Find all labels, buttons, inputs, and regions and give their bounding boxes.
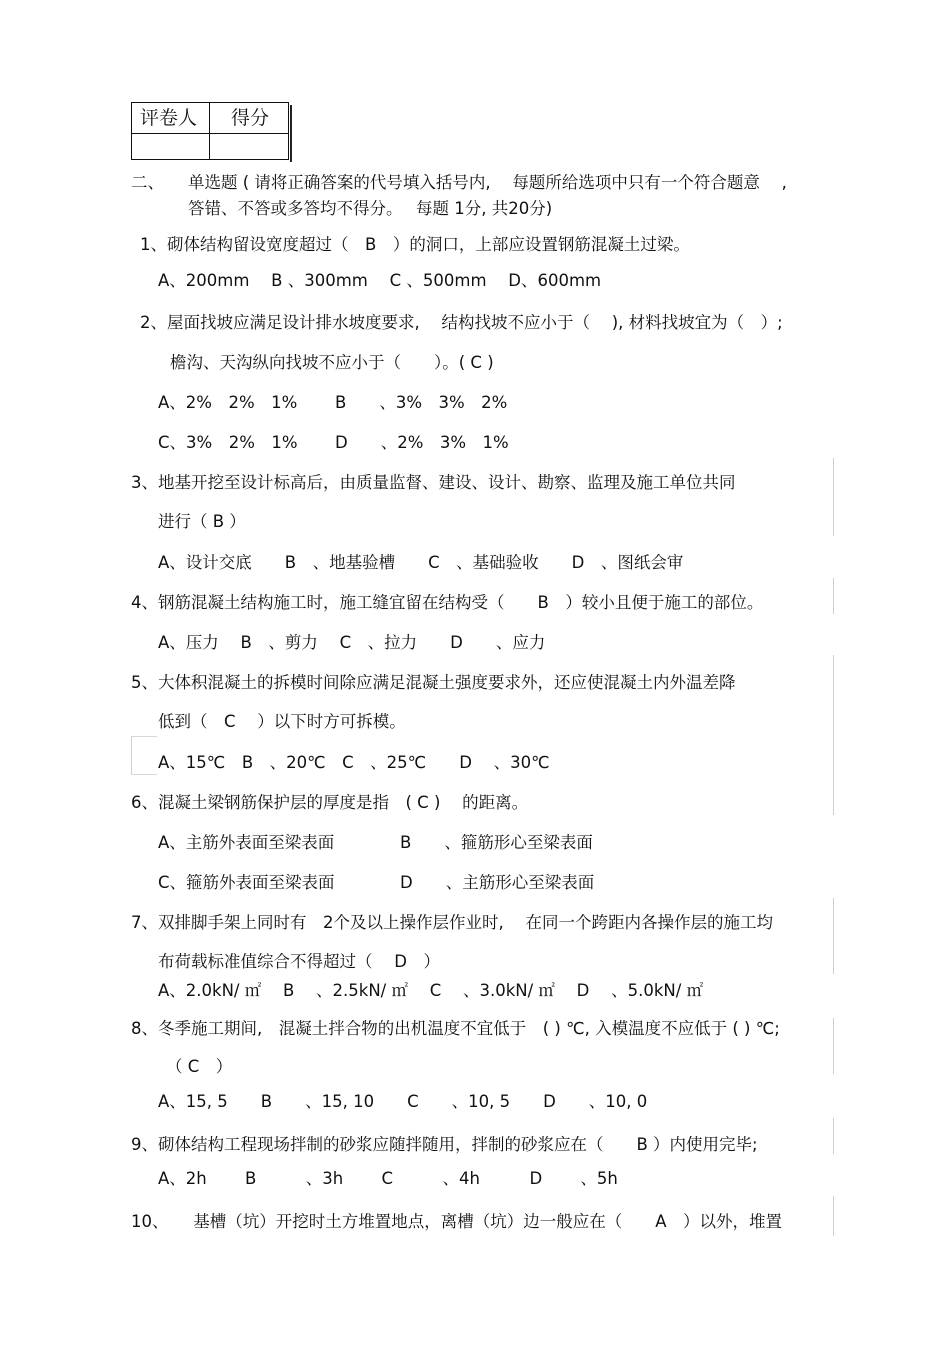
option-d: D 、2% 3% 1% bbox=[335, 433, 509, 452]
scan-line bbox=[833, 1118, 834, 1154]
question-stem: 9、砌体结构工程现场拌制的砂浆应随拌随用，拌制的砂浆应在（ B ）内使用完毕; bbox=[131, 1135, 758, 1154]
option-b: B 、箍筋形心至梁表面 bbox=[400, 833, 593, 852]
scan-line bbox=[833, 1196, 834, 1236]
option-b: B 、3% 3% 2% bbox=[335, 393, 508, 412]
question-stem: （ C ） bbox=[166, 1057, 233, 1076]
option-c: C、箍筋外表面至梁表面 bbox=[158, 873, 335, 892]
scan-line bbox=[131, 736, 132, 774]
question-stem: 低到（ C ）以下时方可拆模。 bbox=[158, 712, 406, 731]
question-stem: 7、双排脚手架上同时有 2个及以上操作层作业时, 在同一个跨距内各操作层的施工均 bbox=[131, 913, 773, 932]
scan-line bbox=[833, 898, 834, 974]
question-stem: 进行（ B ） bbox=[158, 512, 246, 531]
question-stem: 8、冬季施工期间, 混凝土拌合物的出机温度不宜低于 ( ) ℃, 入模温度不应低于 ( ) ℃; bbox=[131, 1019, 780, 1038]
scan-line bbox=[131, 774, 157, 775]
question-options: A、200mm B 、300mm C 、500mm D、600mm bbox=[158, 271, 602, 290]
scan-line bbox=[131, 736, 157, 737]
score-label: 得分 bbox=[231, 107, 270, 129]
question-stem: 6、混凝土梁钢筋保护层的厚度是指 ( C ) 的距离。 bbox=[131, 793, 529, 812]
option-a: A、2% 2% 1% bbox=[158, 393, 298, 412]
section-number: 二、 bbox=[131, 173, 164, 192]
score-table bbox=[131, 102, 289, 160]
option-d: D 、主筋形心至梁表面 bbox=[400, 873, 595, 892]
question-options: A、15, 5 B 、15, 10 C 、10, 5 D 、10, 0 bbox=[158, 1092, 648, 1111]
scan-line bbox=[833, 578, 834, 614]
section-instructions: 答错、不答或多答均不得分。 每题 1分, 共20分) bbox=[188, 199, 553, 218]
question-stem: 3、地基开挖至设计标高后，由质量监督、建设、设计、勘察、监理及施工单位共同 bbox=[131, 473, 736, 492]
table-border bbox=[290, 105, 292, 162]
scan-line bbox=[833, 1018, 834, 1074]
question-options: A、压力 B 、剪力 C 、拉力 D 、应力 bbox=[158, 633, 546, 652]
question-stem: 布荷载标准值综合不得超过（ D ） bbox=[158, 952, 440, 971]
question-stem: 4、钢筋混凝土结构施工时，施工缝宜留在结构受（ B ）较小且便于施工的部位。 bbox=[131, 593, 764, 612]
table-divider bbox=[209, 103, 210, 159]
scan-line bbox=[833, 458, 834, 536]
question-stem: 10、 基槽（坑）开挖时土方堆置地点，离槽（坑）边一般应在（ A ）以外，堆置 bbox=[131, 1212, 783, 1231]
scan-line bbox=[833, 655, 834, 815]
question-stem: 1、砌体结构留设宽度超过（ B ）的洞口，上部应设置钢筋混凝土过梁。 bbox=[140, 235, 690, 254]
option-c: C、3% 2% 1% bbox=[158, 433, 298, 452]
question-stem: 檐沟、天沟纵向找坡不应小于（ ）。( C ) bbox=[170, 353, 494, 372]
grader-label: 评卷人 bbox=[140, 107, 198, 129]
question-stem: 5、大体积混凝土的拆模时间除应满足混凝土强度要求外，还应使混凝土内外温差降 bbox=[131, 673, 736, 692]
option-a: A、主筋外表面至梁表面 bbox=[158, 833, 335, 852]
section-instructions: 单选题 ( 请将正确答案的代号填入括号内, 每题所给选项中只有一个符合题意 , bbox=[188, 173, 787, 192]
question-options: A、2h B 、3h C 、4h D 、5h bbox=[158, 1169, 618, 1188]
question-options: A、15℃ B 、20℃ C 、25℃ D 、30℃ bbox=[158, 753, 550, 772]
question-options: A、2.0kN/ ㎡ B 、2.5kN/ ㎡ C 、3.0kN/ ㎡ D 、5.0kN/ ㎡ bbox=[158, 981, 704, 1000]
question-stem: 2、屋面找坡应满足设计排水坡度要求, 结构找坡不应小于（ ), 材料找坡宜为（ ）; bbox=[140, 313, 783, 332]
table-divider bbox=[132, 133, 288, 134]
question-options: A、设计交底 B 、地基验槽 C 、基础验收 D 、图纸会审 bbox=[158, 553, 684, 572]
